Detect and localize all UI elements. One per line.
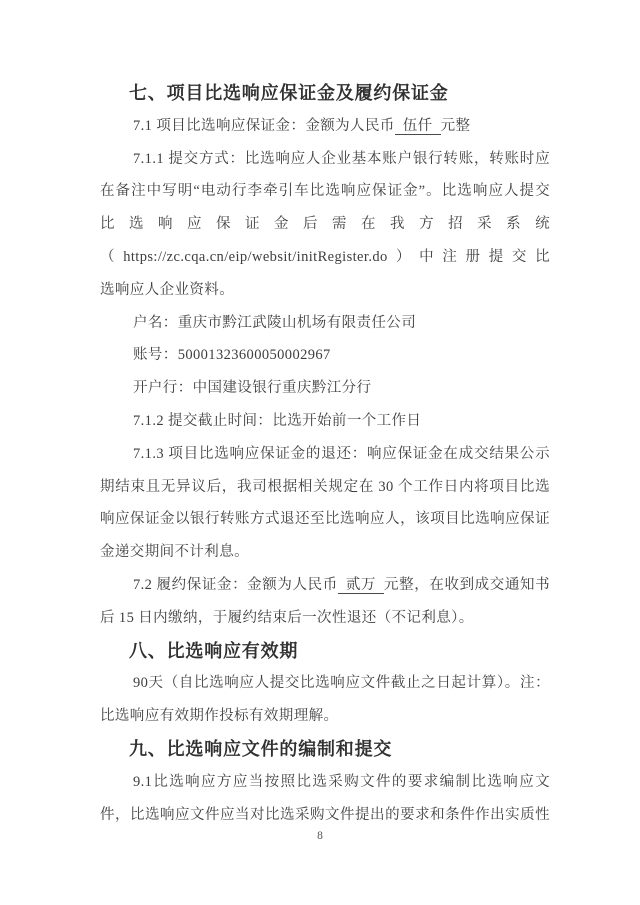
section-8-line-2: 比选响应有效期作投标有效期理解。 [100,708,339,725]
clause-7-1-suffix: 元整 [440,117,471,134]
section-7-heading: 七、项目比选响应保证金及履约保证金 [129,83,449,103]
bank-branch-line: 开户行：中国建设银行重庆黔江分行 [133,380,372,397]
section-8-line-1: 90天（自比选响应人提交比选响应文件截止之日起计算）。注： [133,675,550,692]
account-number-line: 账号：50001323600050002967 [133,347,331,364]
clause-7-1-3-line-4: 金递交期间不计利息。 [100,544,249,561]
clause-7-1-3-line-1: 7.1.3 项目比选响应保证金的退还：响应保证金在成交结果公示 [133,445,550,462]
clause-7-1-1-line-1: 7.1.1 提交方式：比选响应人企业基本账户银行转账，转账时应 [133,150,550,167]
section-8-heading: 八、比选响应有效期 [129,640,299,661]
clause-7-2-line-1 [100,569,550,602]
clause-7-1-3-line-2: 期结束且无异议后，我司根据相关规定在 30 个工作日内将项目比选 [100,478,550,495]
clause-7-1-1-line-3: 比选响应保证金后需在我方招采系统 [100,216,550,233]
performance-bond-amount: 贰万 [338,577,384,594]
clause-7-1-2: 7.1.2 提交截止时间：比选开始前一个工作日 [133,412,422,429]
clause-7-1 [100,110,550,143]
clause-7-1-3-line-3: 响应保证金以银行转账方式退还至比选响应人，该项目比选响应保证 [100,511,550,528]
clause-7-2-line-2: 后 15 日内缴纳，于履约结束后一次性退还（不记利息）。 [100,609,474,626]
clause-7-1-text: 7.1 项目比选响应保证金：金额为人民币 [133,117,395,134]
clause-9-1-line-1: 9.1比选响应方应当按照比选采购文件的要求编制比选响应文 [133,773,550,790]
clause-7-2-text: 7.2 履约保证金：金额为人民币 [133,576,338,593]
clause-7-1-1-registration-url-line: （https://zc.cqa.cn/eip/websit/initRegister.do）中注册提交比 [100,248,550,265]
section-9-heading: 九、比选响应文件的编制和提交 [129,738,393,759]
document-body [100,77,550,831]
clause-9-1-line-2: 件，比选响应文件应当对比选采购文件提出的要求和条件作出实质性 [100,806,550,823]
clause-7-1-1-line-2: 在备注中写明“电动行李牵引车比选响应保证金”。比选响应人提交 [100,183,550,200]
account-holder-line: 户名：重庆市黔江武陵山机场有限责任公司 [133,314,417,331]
clause-7-1-1-line-5: 选响应人企业资料。 [100,281,235,298]
bid-deposit-amount: 伍仟 [395,118,441,135]
page-number: 8 [317,830,323,842]
clause-7-2-suffix: 元整，在收到成交通知书 [384,576,550,593]
